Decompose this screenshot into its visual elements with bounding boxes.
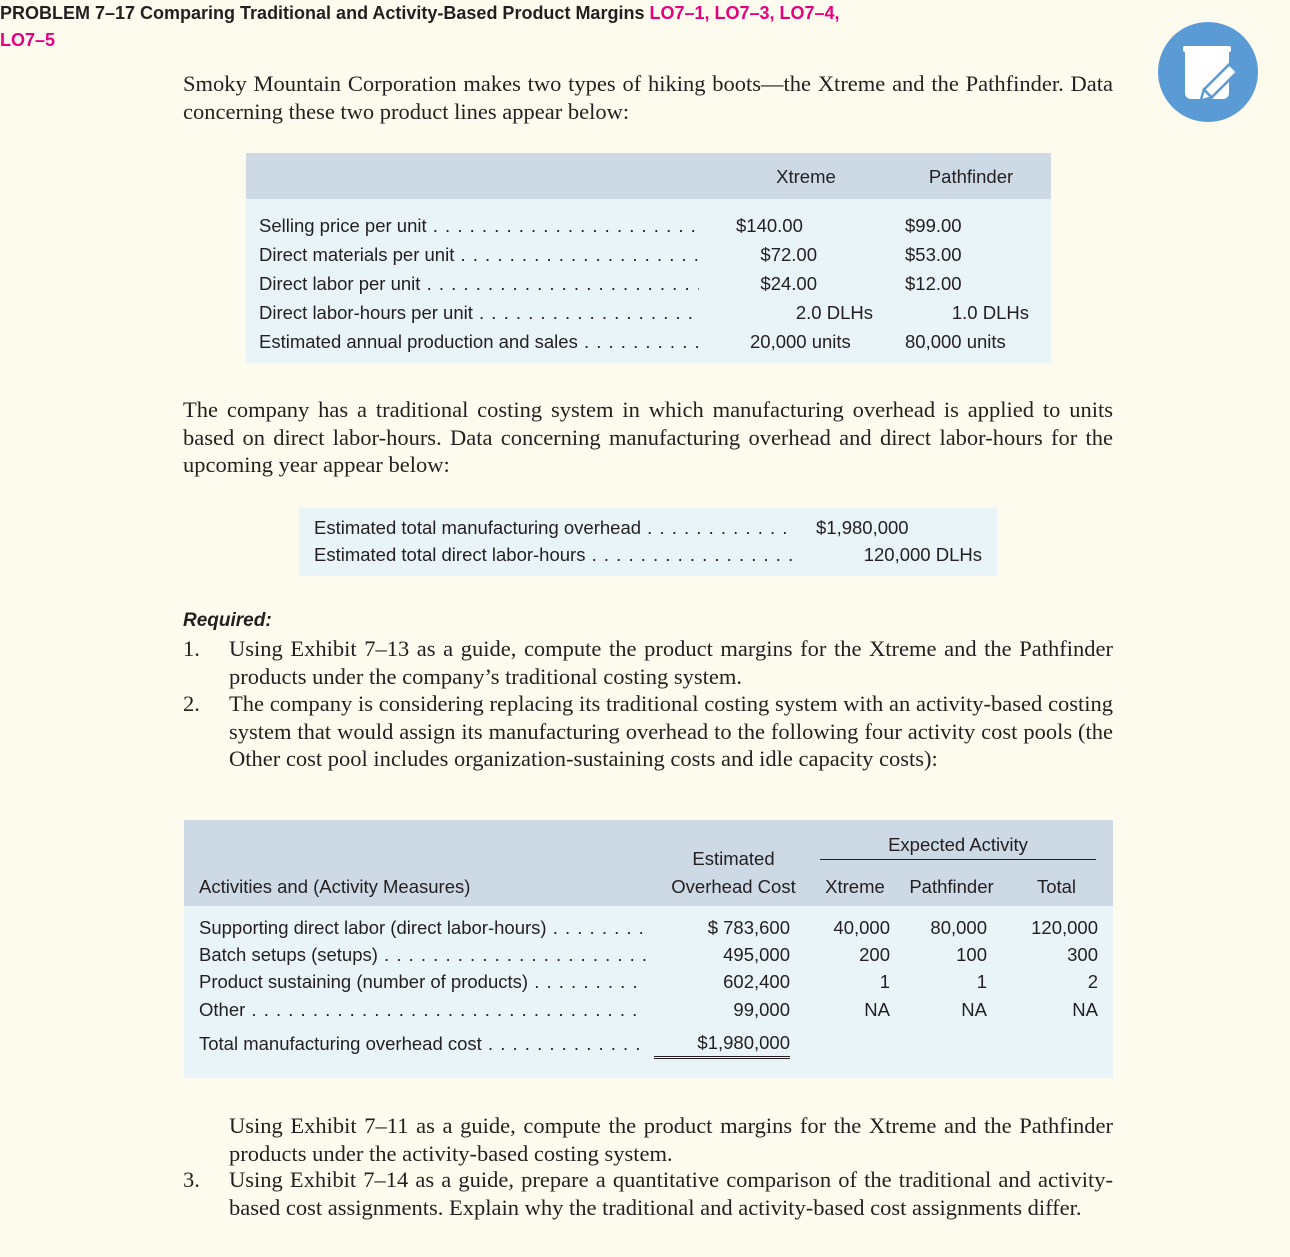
row-label: Selling price per unit . . . xyxy=(259,211,699,241)
required-item-1: Using Exhibit 7–13 as a guide, compute the product margins for the Xtreme and the Pathfinder products under the company’s traditional costing system. xyxy=(229,636,1113,689)
row-label: Estimated total manufacturing overhead . . . xyxy=(314,513,794,543)
total-value: NA xyxy=(1072,999,1098,1020)
dlh-value: 120,000 DLHs xyxy=(863,544,982,565)
product-table-header xyxy=(246,153,1051,199)
pathfinder-value: $53.00 xyxy=(905,244,962,265)
required-item-2: The company is considering replacing its traditional costing system with an activity-based costing system that would assign its manufacturing overhead to the following four activity cost pools (the Other cost pool includes organization-sustaining costs and idle capacity costs): xyxy=(229,691,1113,771)
table-row xyxy=(184,940,1113,970)
xtreme-column-header: Xtreme xyxy=(825,876,885,897)
total-row xyxy=(184,1029,1113,1059)
xtreme-value: 1 xyxy=(879,971,890,992)
item-number: 3. xyxy=(183,1167,200,1192)
pathfinder-value: $99.00 xyxy=(905,215,962,236)
total-value: 120,000 xyxy=(1031,917,1098,938)
pathfinder-value: 1.0 DLHs xyxy=(951,302,1029,323)
xtreme-value: 2.0 DLHs xyxy=(795,302,873,323)
row-label: Supporting direct labor (direct labor-hours) . . . xyxy=(199,913,646,943)
learning-objectives: LO7–1, LO7–3, LO7–4, xyxy=(649,3,840,23)
xtreme-value: 200 xyxy=(859,944,890,965)
column-header-xtreme: Xtreme xyxy=(776,166,836,187)
notebook-pencil-icon[interactable] xyxy=(1158,22,1258,122)
total-overhead-cost-value: $1,980,000 xyxy=(654,1029,790,1059)
item-number: 1. xyxy=(183,636,200,661)
overhead-table xyxy=(299,508,997,576)
xtreme-value: $72.00 xyxy=(760,244,817,265)
column-header-pathfinder: Pathfinder xyxy=(928,166,1014,187)
estimated-header: Estimated xyxy=(692,848,775,869)
activity-cost-pool-table xyxy=(184,820,1113,1078)
pathfinder-value: 1 xyxy=(976,971,987,992)
required-item-2-continued: Using Exhibit 7–11 as a guide, compute the product margins for the Xtreme and the Pathfinder products under the activity-based costing system. xyxy=(229,1113,1113,1166)
traditional-costing-paragraph: The company has a traditional costing system in which manufacturing overhead is applied to units based on direct labor-hours. Data concerning manufacturing overhead and direct labor-hours for the upcoming year appear below: xyxy=(183,397,1113,477)
table-row xyxy=(184,913,1113,943)
pathfinder-value: 80,000 units xyxy=(905,331,1006,352)
pathfinder-value: NA xyxy=(961,999,987,1020)
row-label: Other . . . xyxy=(199,995,646,1025)
table-row xyxy=(299,540,997,570)
item-number: 2. xyxy=(183,691,200,716)
intro-paragraph: Smoky Mountain Corporation makes two types of hiking boots—the Xtreme and the Pathfinder. Data concerning these two product lines appear below: xyxy=(183,71,1113,124)
required-item-3: Using Exhibit 7–14 as a guide, prepare a quantitative comparison of the traditional and activity-based cost assignments. Explain why the traditional and activity-based cost assignments differ. xyxy=(229,1167,1113,1220)
problem-heading xyxy=(0,0,960,54)
row-label: Direct labor per unit . . . xyxy=(259,269,699,299)
overhead-cost-header: Overhead Cost xyxy=(671,876,796,897)
pathfinder-value: 100 xyxy=(956,944,987,965)
table-row xyxy=(246,240,1051,270)
xtreme-value: 20,000 units xyxy=(750,331,851,352)
total-column-header: Total xyxy=(1036,876,1077,897)
table-row xyxy=(246,269,1051,299)
row-label: Direct labor-hours per unit . . . xyxy=(259,298,699,328)
table-row xyxy=(299,513,997,543)
pathfinder-value: 80,000 xyxy=(930,917,987,938)
xtreme-value: $140.00 xyxy=(736,215,803,236)
activities-column-header: Activities and (Activity Measures) xyxy=(199,876,471,897)
pathfinder-column-header: Pathfinder xyxy=(909,876,994,897)
table-row xyxy=(184,967,1113,997)
table-row xyxy=(246,211,1051,241)
overhead-value: $1,980,000 xyxy=(816,517,909,538)
xtreme-value: NA xyxy=(864,999,890,1020)
row-label: Estimated annual production and sales . . . xyxy=(259,327,699,357)
table-row xyxy=(246,327,1051,357)
expected-activity-rule xyxy=(820,859,1096,860)
xtreme-value: $24.00 xyxy=(760,273,817,294)
required-heading: Required: xyxy=(183,610,272,631)
problem-title: PROBLEM 7–17 Comparing Traditional and Activity-Based Product Margins xyxy=(0,3,645,23)
product-data-table xyxy=(246,153,1051,363)
row-label: Product sustaining (number of products) . . . xyxy=(199,967,646,997)
row-label: Estimated total direct labor-hours . . . xyxy=(314,540,794,570)
table-row xyxy=(246,298,1051,328)
table-row xyxy=(184,995,1113,1025)
overhead-cost-value: $ 783,600 xyxy=(707,917,790,938)
overhead-cost-value: 602,400 xyxy=(723,971,790,992)
row-label: Total manufacturing overhead cost . . . xyxy=(199,1029,646,1059)
activity-table-header xyxy=(184,820,1113,906)
learning-objectives-cont: LO7–5 xyxy=(0,30,56,50)
total-value: 2 xyxy=(1087,971,1098,992)
row-label: Direct materials per unit . . . xyxy=(259,240,699,270)
overhead-cost-value: 99,000 xyxy=(733,999,790,1020)
pathfinder-value: $12.00 xyxy=(905,273,962,294)
row-label: Batch setups (setups) . . . xyxy=(199,940,646,970)
total-value: 300 xyxy=(1067,944,1098,965)
overhead-cost-value: 495,000 xyxy=(723,944,790,965)
xtreme-value: 40,000 xyxy=(833,917,890,938)
expected-activity-header: Expected Activity xyxy=(888,834,1028,855)
